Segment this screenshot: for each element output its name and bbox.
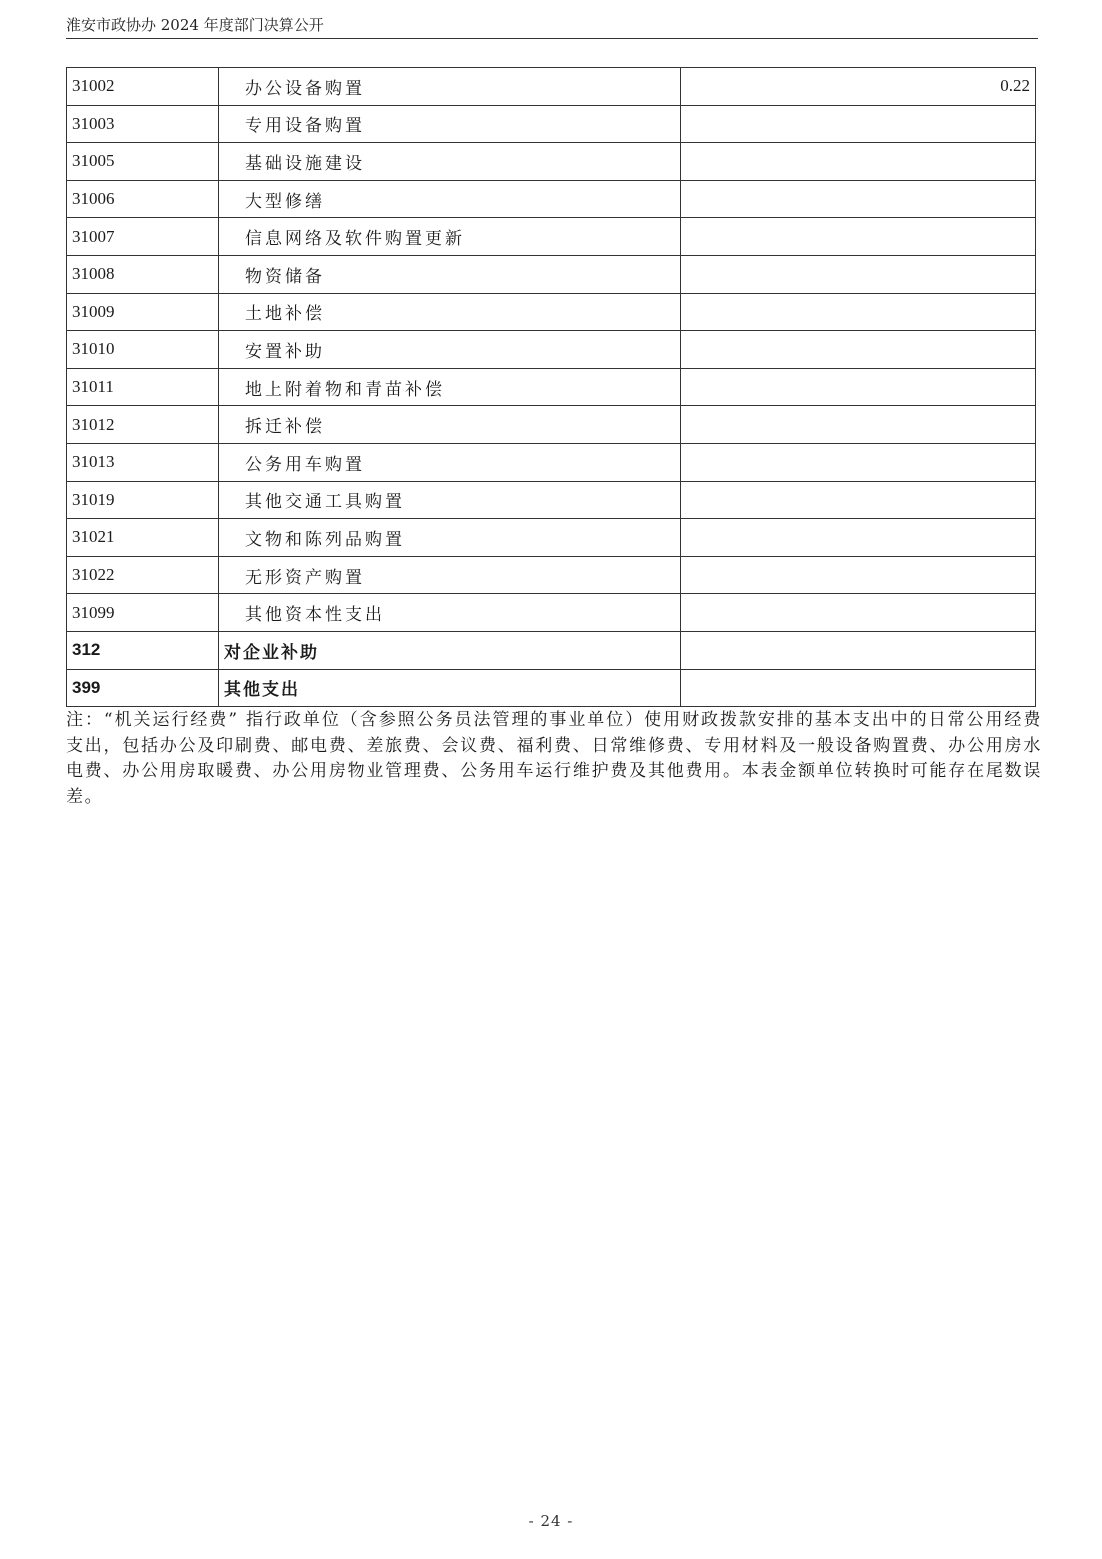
row-name: 地上附着物和青苗补偿: [219, 368, 681, 406]
table-row: [67, 255, 1036, 293]
row-name: 物资储备: [219, 255, 681, 293]
row-code: 31011: [67, 368, 219, 406]
row-code: 31007: [67, 218, 219, 256]
table-row: [67, 293, 1036, 331]
row-code: 31021: [67, 519, 219, 557]
row-amount: [681, 406, 1036, 444]
row-amount: [681, 669, 1036, 707]
row-amount: [681, 143, 1036, 181]
row-amount: [681, 443, 1036, 481]
row-name: 安置补助: [219, 331, 681, 369]
row-name: 办公设备购置: [219, 68, 681, 106]
row-amount: [681, 105, 1036, 143]
row-code: 31099: [67, 594, 219, 632]
page-header-title: 淮安市政协办 2024 年度部门决算公开: [66, 14, 1038, 39]
row-amount: [681, 368, 1036, 406]
row-name: 基础设施建设: [219, 143, 681, 181]
row-code: 31008: [67, 255, 219, 293]
table-row: [67, 556, 1036, 594]
row-code: 31013: [67, 443, 219, 481]
expenditure-table: [66, 67, 1036, 707]
row-name: 信息网络及软件购置更新: [219, 218, 681, 256]
row-code: 31019: [67, 481, 219, 519]
table-footnote: 注：“机关运行经费” 指行政单位（含参照公务员法管理的事业单位）使用财政拨款安排的基本支出中的日常公用经费支出，包括办公及印刷费、邮电费、差旅费、会议费、福利费、日常维修费、专用材料及一般设备购置费、办公用房水电费、办公用房取暖费、办公用房物业管理费、公务用车运行维护费及其他费用。本表金额单位转换时可能存在尾数误差。: [66, 710, 1042, 807]
row-code: 399: [67, 669, 219, 707]
table-row-category: [67, 631, 1036, 669]
row-code: 31006: [67, 180, 219, 218]
row-code: 312: [67, 631, 219, 669]
table-row: [67, 218, 1036, 256]
row-amount: [681, 556, 1036, 594]
row-name: 大型修缮: [219, 180, 681, 218]
row-code: 31010: [67, 331, 219, 369]
row-amount: [681, 481, 1036, 519]
table-row: [67, 368, 1036, 406]
row-code: 31022: [67, 556, 219, 594]
table-row: [67, 594, 1036, 632]
row-amount: [681, 255, 1036, 293]
table-row: [67, 443, 1036, 481]
row-name: 专用设备购置: [219, 105, 681, 143]
row-name: 拆迁补偿: [219, 406, 681, 444]
row-amount: [681, 594, 1036, 632]
row-code: 31002: [67, 68, 219, 106]
row-amount: [681, 519, 1036, 557]
row-code: 31003: [67, 105, 219, 143]
row-amount: 0.22: [681, 68, 1036, 106]
row-code: 31009: [67, 293, 219, 331]
table-row: [67, 68, 1036, 106]
row-amount: [681, 293, 1036, 331]
row-code: 31012: [67, 406, 219, 444]
row-amount: [681, 180, 1036, 218]
table-row: [67, 180, 1036, 218]
row-name: 其他交通工具购置: [219, 481, 681, 519]
row-name: 其他支出: [219, 669, 681, 707]
row-amount: [681, 631, 1036, 669]
table-row: [67, 481, 1036, 519]
row-name: 土地补偿: [219, 293, 681, 331]
row-name: 公务用车购置: [219, 443, 681, 481]
table-row-category: [67, 669, 1036, 707]
row-name: 文物和陈列品购置: [219, 519, 681, 557]
table-row: [67, 143, 1036, 181]
table-row: [67, 331, 1036, 369]
row-name: 其他资本性支出: [219, 594, 681, 632]
page-number: - 24 -: [528, 1512, 574, 1530]
table-row: [67, 105, 1036, 143]
row-name: 对企业补助: [219, 631, 681, 669]
table-row: [67, 519, 1036, 557]
table-row: [67, 406, 1036, 444]
row-name: 无形资产购置: [219, 556, 681, 594]
row-amount: [681, 331, 1036, 369]
row-amount: [681, 218, 1036, 256]
row-code: 31005: [67, 143, 219, 181]
